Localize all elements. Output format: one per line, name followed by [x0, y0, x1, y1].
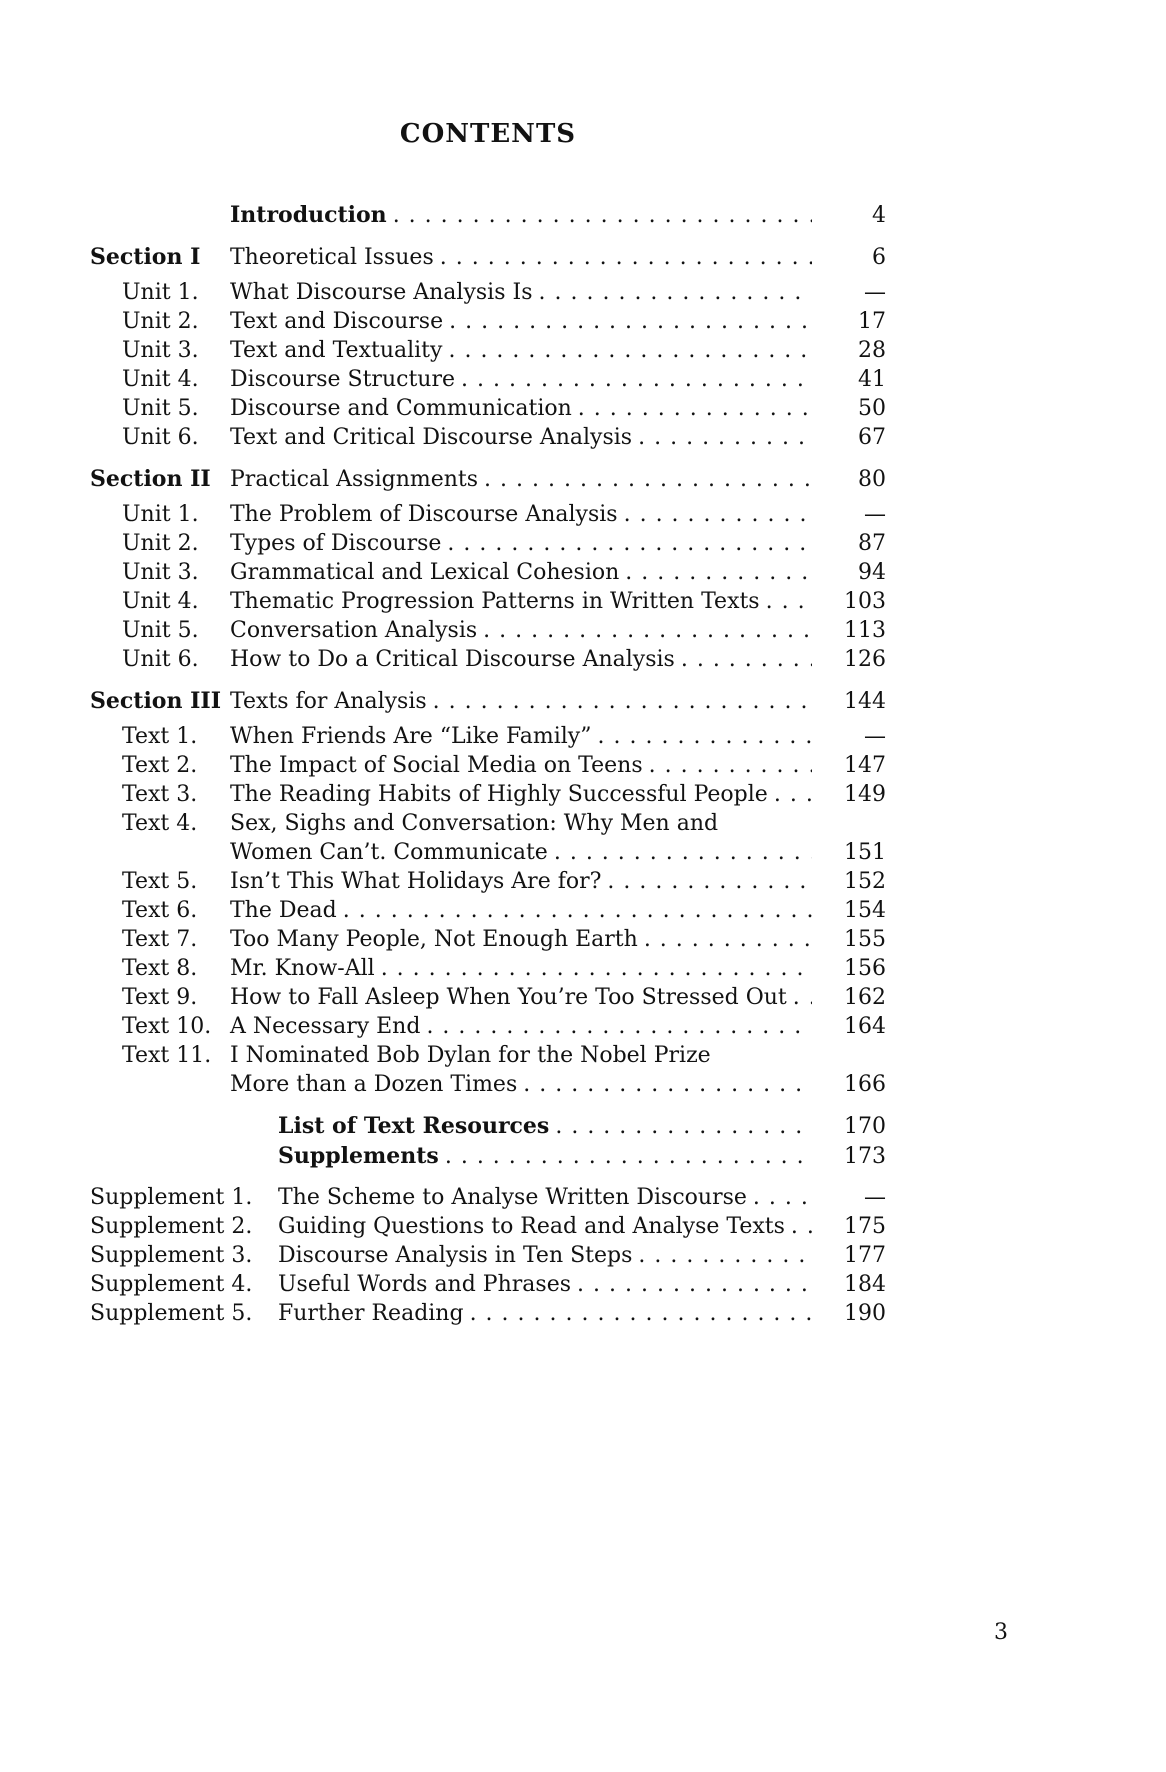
entry-page-number: 152 [844, 869, 886, 894]
entry-title-line2: Women Can’t. Communicate [230, 840, 548, 865]
entry-title: Discourse Analysis in Ten Steps [278, 1243, 633, 1268]
entry-title: The Reading Habits of Highly Successful People [230, 782, 768, 807]
toc-entry [90, 1041, 886, 1099]
entry-title: A Necessary End [230, 1014, 421, 1039]
entry-label: Supplement 2. [90, 1214, 253, 1239]
entry-label: Supplement 4. [90, 1272, 253, 1297]
toc-entry [90, 529, 886, 558]
dot-leader [484, 465, 812, 494]
entry-label: Unit 4. [122, 589, 199, 614]
entry-title: Introduction [230, 202, 387, 228]
entry-title-line2: More than a Dozen Times [230, 1072, 518, 1097]
entry-title: Types of Discourse [230, 531, 442, 556]
entry-page-number: — [864, 280, 886, 305]
entry-label: Text 3. [122, 782, 198, 807]
dot-leader [447, 529, 812, 558]
entry-title: The Scheme to Analyse Written Discourse [278, 1185, 747, 1210]
entry-page-number: 50 [858, 396, 886, 421]
entry-title: Practical Assignments [230, 467, 479, 492]
dot-leader [638, 1241, 812, 1270]
entry-page-number: 151 [844, 840, 886, 865]
entry-label: Unit 5. [122, 396, 199, 421]
toc-block [90, 118, 886, 1328]
toc-entry [90, 1012, 886, 1041]
toc-entry [90, 1299, 886, 1328]
dot-leader [793, 983, 812, 1012]
toc-entry [90, 465, 886, 494]
toc-entry [90, 1112, 886, 1141]
entry-title: Texts for Analysis [230, 689, 427, 714]
entry-page-number: 144 [844, 689, 886, 714]
entry-page-number: — [864, 724, 886, 749]
dot-leader [440, 243, 812, 272]
entry-title: Conversation Analysis [230, 618, 478, 643]
toc-entry [90, 722, 886, 751]
entry-page-number: 67 [858, 425, 886, 450]
toc-entry [90, 558, 886, 587]
entry-label: Supplement 5. [90, 1301, 253, 1326]
entry-title: When Friends Are “Like Family” [230, 724, 592, 749]
entry-page-number: 94 [858, 560, 886, 585]
entry-label: Supplement 1. [90, 1185, 253, 1210]
dot-leader [461, 365, 812, 394]
entry-title: How to Do a Critical Discourse Analysis [230, 647, 675, 672]
entry-label: Unit 1. [122, 502, 199, 527]
entry-page-number: 155 [844, 927, 886, 952]
entry-label: Text 10. [122, 1014, 212, 1039]
toc-entry [90, 336, 886, 365]
entry-title: Further Reading [278, 1301, 464, 1326]
entry-label: Text 11. [122, 1043, 212, 1068]
entry-title: Too Many People, Not Enough Earth [230, 927, 638, 952]
entry-page-number: 177 [844, 1243, 886, 1268]
entry-page-number: 41 [858, 367, 886, 392]
page-title: CONTENTS [399, 119, 577, 149]
entry-title: The Problem of Discourse Analysis [230, 502, 618, 527]
entry-label: Unit 6. [122, 425, 199, 450]
dot-leader [753, 1183, 812, 1212]
dot-leader [523, 1070, 812, 1099]
entry-title: How to Fall Asleep When You’re Too Stressed Out [230, 985, 787, 1010]
dot-leader [638, 423, 812, 452]
entry-page-number: 147 [844, 753, 886, 778]
entry-label: Unit 1. [122, 280, 199, 305]
entry-label: Unit 3. [122, 560, 199, 585]
toc-entry [90, 687, 886, 716]
entry-title: The Dead [230, 898, 337, 923]
toc-entry [90, 896, 886, 925]
entry-title: Guiding Questions to Read and Analyse Texts [278, 1214, 785, 1239]
entry-label: Section I [90, 244, 201, 270]
entry-label: Unit 5. [122, 618, 199, 643]
toc-entry [90, 1241, 886, 1270]
entry-label: Text 4. [122, 811, 198, 836]
toc-entry [90, 365, 886, 394]
entry-page-number: 190 [844, 1301, 886, 1326]
entry-title: Isn’t This What Holidays Are for? [230, 869, 602, 894]
entry-title: Text and Critical Discourse Analysis [230, 425, 633, 450]
entry-label [90, 201, 230, 230]
dot-leader [483, 616, 812, 645]
entry-label: Text 7. [122, 927, 198, 952]
entry-page-number: 173 [844, 1144, 886, 1169]
entry-title: Thematic Progression Patterns in Written Texts [230, 589, 760, 614]
entry-label: Text 8. [122, 956, 198, 981]
entry-title: Discourse Structure [230, 367, 455, 392]
entry-page-number: 166 [844, 1072, 886, 1097]
dot-leader [598, 722, 813, 751]
entry-label: Text 5. [122, 869, 198, 894]
toc-entry [90, 423, 886, 452]
entry-title: The Impact of Social Media on Teens [230, 753, 643, 778]
dot-leader [448, 336, 812, 365]
entry-page-number: 154 [844, 898, 886, 923]
dot-leader [554, 838, 812, 867]
entry-label: Section III [90, 688, 222, 714]
dot-leader [426, 1012, 812, 1041]
entry-title: Mr. Know-All [230, 956, 375, 981]
entry-page-number: 80 [858, 467, 886, 492]
entry-label: Text 6. [122, 898, 198, 923]
entry-page-number: 113 [844, 618, 886, 643]
entry-label: Supplement 3. [90, 1243, 253, 1268]
entry-page-number: 170 [844, 1114, 886, 1139]
footer-page-number: 3 [994, 1620, 1008, 1645]
entry-title: Supplements [278, 1143, 439, 1169]
entry-label: Unit 4. [122, 367, 199, 392]
toc-entry [90, 645, 886, 674]
toc-entry [90, 616, 886, 645]
dot-leader [538, 278, 812, 307]
toc-entry [90, 809, 886, 867]
entry-label [90, 1142, 278, 1171]
dot-leader [577, 1270, 812, 1299]
dot-leader [644, 925, 812, 954]
toc-entry [90, 751, 886, 780]
dot-leader [449, 307, 812, 336]
entry-page-number: 162 [844, 985, 886, 1010]
dot-leader [766, 587, 812, 616]
toc-entry [90, 867, 886, 896]
dot-leader [381, 954, 812, 983]
entry-label [90, 1112, 278, 1141]
entry-label: Section II [90, 466, 211, 492]
entry-label: Unit 3. [122, 338, 199, 363]
dot-leader [774, 780, 812, 809]
dot-leader [343, 896, 812, 925]
dot-leader [625, 558, 812, 587]
entry-page-number: — [864, 502, 886, 527]
entry-label: Text 2. [122, 753, 198, 778]
entry-title-line1: Sex, Sighs and Conversation: Why Men and [230, 811, 719, 836]
toc-entry [90, 278, 886, 307]
dot-leader [681, 645, 812, 674]
toc-entry [90, 1183, 886, 1212]
dot-leader [649, 751, 812, 780]
entry-title: What Discourse Analysis Is [230, 280, 533, 305]
entry-page-number: 126 [844, 647, 886, 672]
toc-entry [90, 1270, 886, 1299]
dot-leader [445, 1142, 812, 1171]
dot-leader [470, 1299, 812, 1328]
toc-entry [90, 500, 886, 529]
toc-entry [90, 954, 886, 983]
toc-entry [90, 1142, 886, 1171]
dot-leader [555, 1112, 812, 1141]
entry-title-line1: I Nominated Bob Dylan for the Nobel Prize [230, 1043, 711, 1068]
entry-page-number: 156 [844, 956, 886, 981]
entry-title: Text and Discourse [230, 309, 444, 334]
toc-entry [90, 983, 886, 1012]
toc-entry [90, 1212, 886, 1241]
entry-page-number: 17 [858, 309, 886, 334]
entry-label: Text 9. [122, 985, 198, 1010]
dot-leader [393, 201, 812, 230]
entry-title-wrap [230, 1041, 886, 1099]
dot-leader [791, 1212, 812, 1241]
toc-entry [90, 587, 886, 616]
entry-page-number: — [864, 1185, 886, 1210]
entry-page-number: 184 [844, 1272, 886, 1297]
entry-page-number: 175 [844, 1214, 886, 1239]
entry-label: Unit 2. [122, 309, 199, 334]
toc-entry [90, 780, 886, 809]
entry-page-number: 164 [844, 1014, 886, 1039]
entry-page-number: 6 [872, 245, 886, 270]
entry-page-number: 149 [844, 782, 886, 807]
entry-title: List of Text Resources [278, 1113, 550, 1139]
entry-title: Theoretical Issues [230, 245, 434, 270]
toc-entry [90, 243, 886, 272]
entry-title-line2-row [230, 1070, 886, 1099]
entry-page-number: 103 [844, 589, 886, 614]
toc-list [90, 201, 886, 1328]
entry-title: Useful Words and Phrases [278, 1272, 572, 1297]
entry-title-wrap [230, 809, 886, 867]
entry-title-line2-row [230, 838, 886, 867]
entry-label: Unit 2. [122, 531, 199, 556]
dot-leader [578, 394, 812, 423]
entry-label: Text 1. [122, 724, 198, 749]
entry-title: Grammatical and Lexical Cohesion [230, 560, 620, 585]
entry-page-number: 87 [858, 531, 886, 556]
dot-leader [624, 500, 812, 529]
entry-title: Discourse and Communication [230, 396, 572, 421]
toc-entry [90, 201, 886, 230]
entry-label: Unit 6. [122, 647, 199, 672]
dot-leader [433, 687, 812, 716]
entry-title: Text and Textuality [230, 338, 443, 363]
toc-entry [90, 307, 886, 336]
entry-page-number: 4 [872, 203, 886, 228]
entry-page-number: 28 [858, 338, 886, 363]
toc-entry [90, 925, 886, 954]
toc-entry [90, 394, 886, 423]
dot-leader [607, 867, 812, 896]
